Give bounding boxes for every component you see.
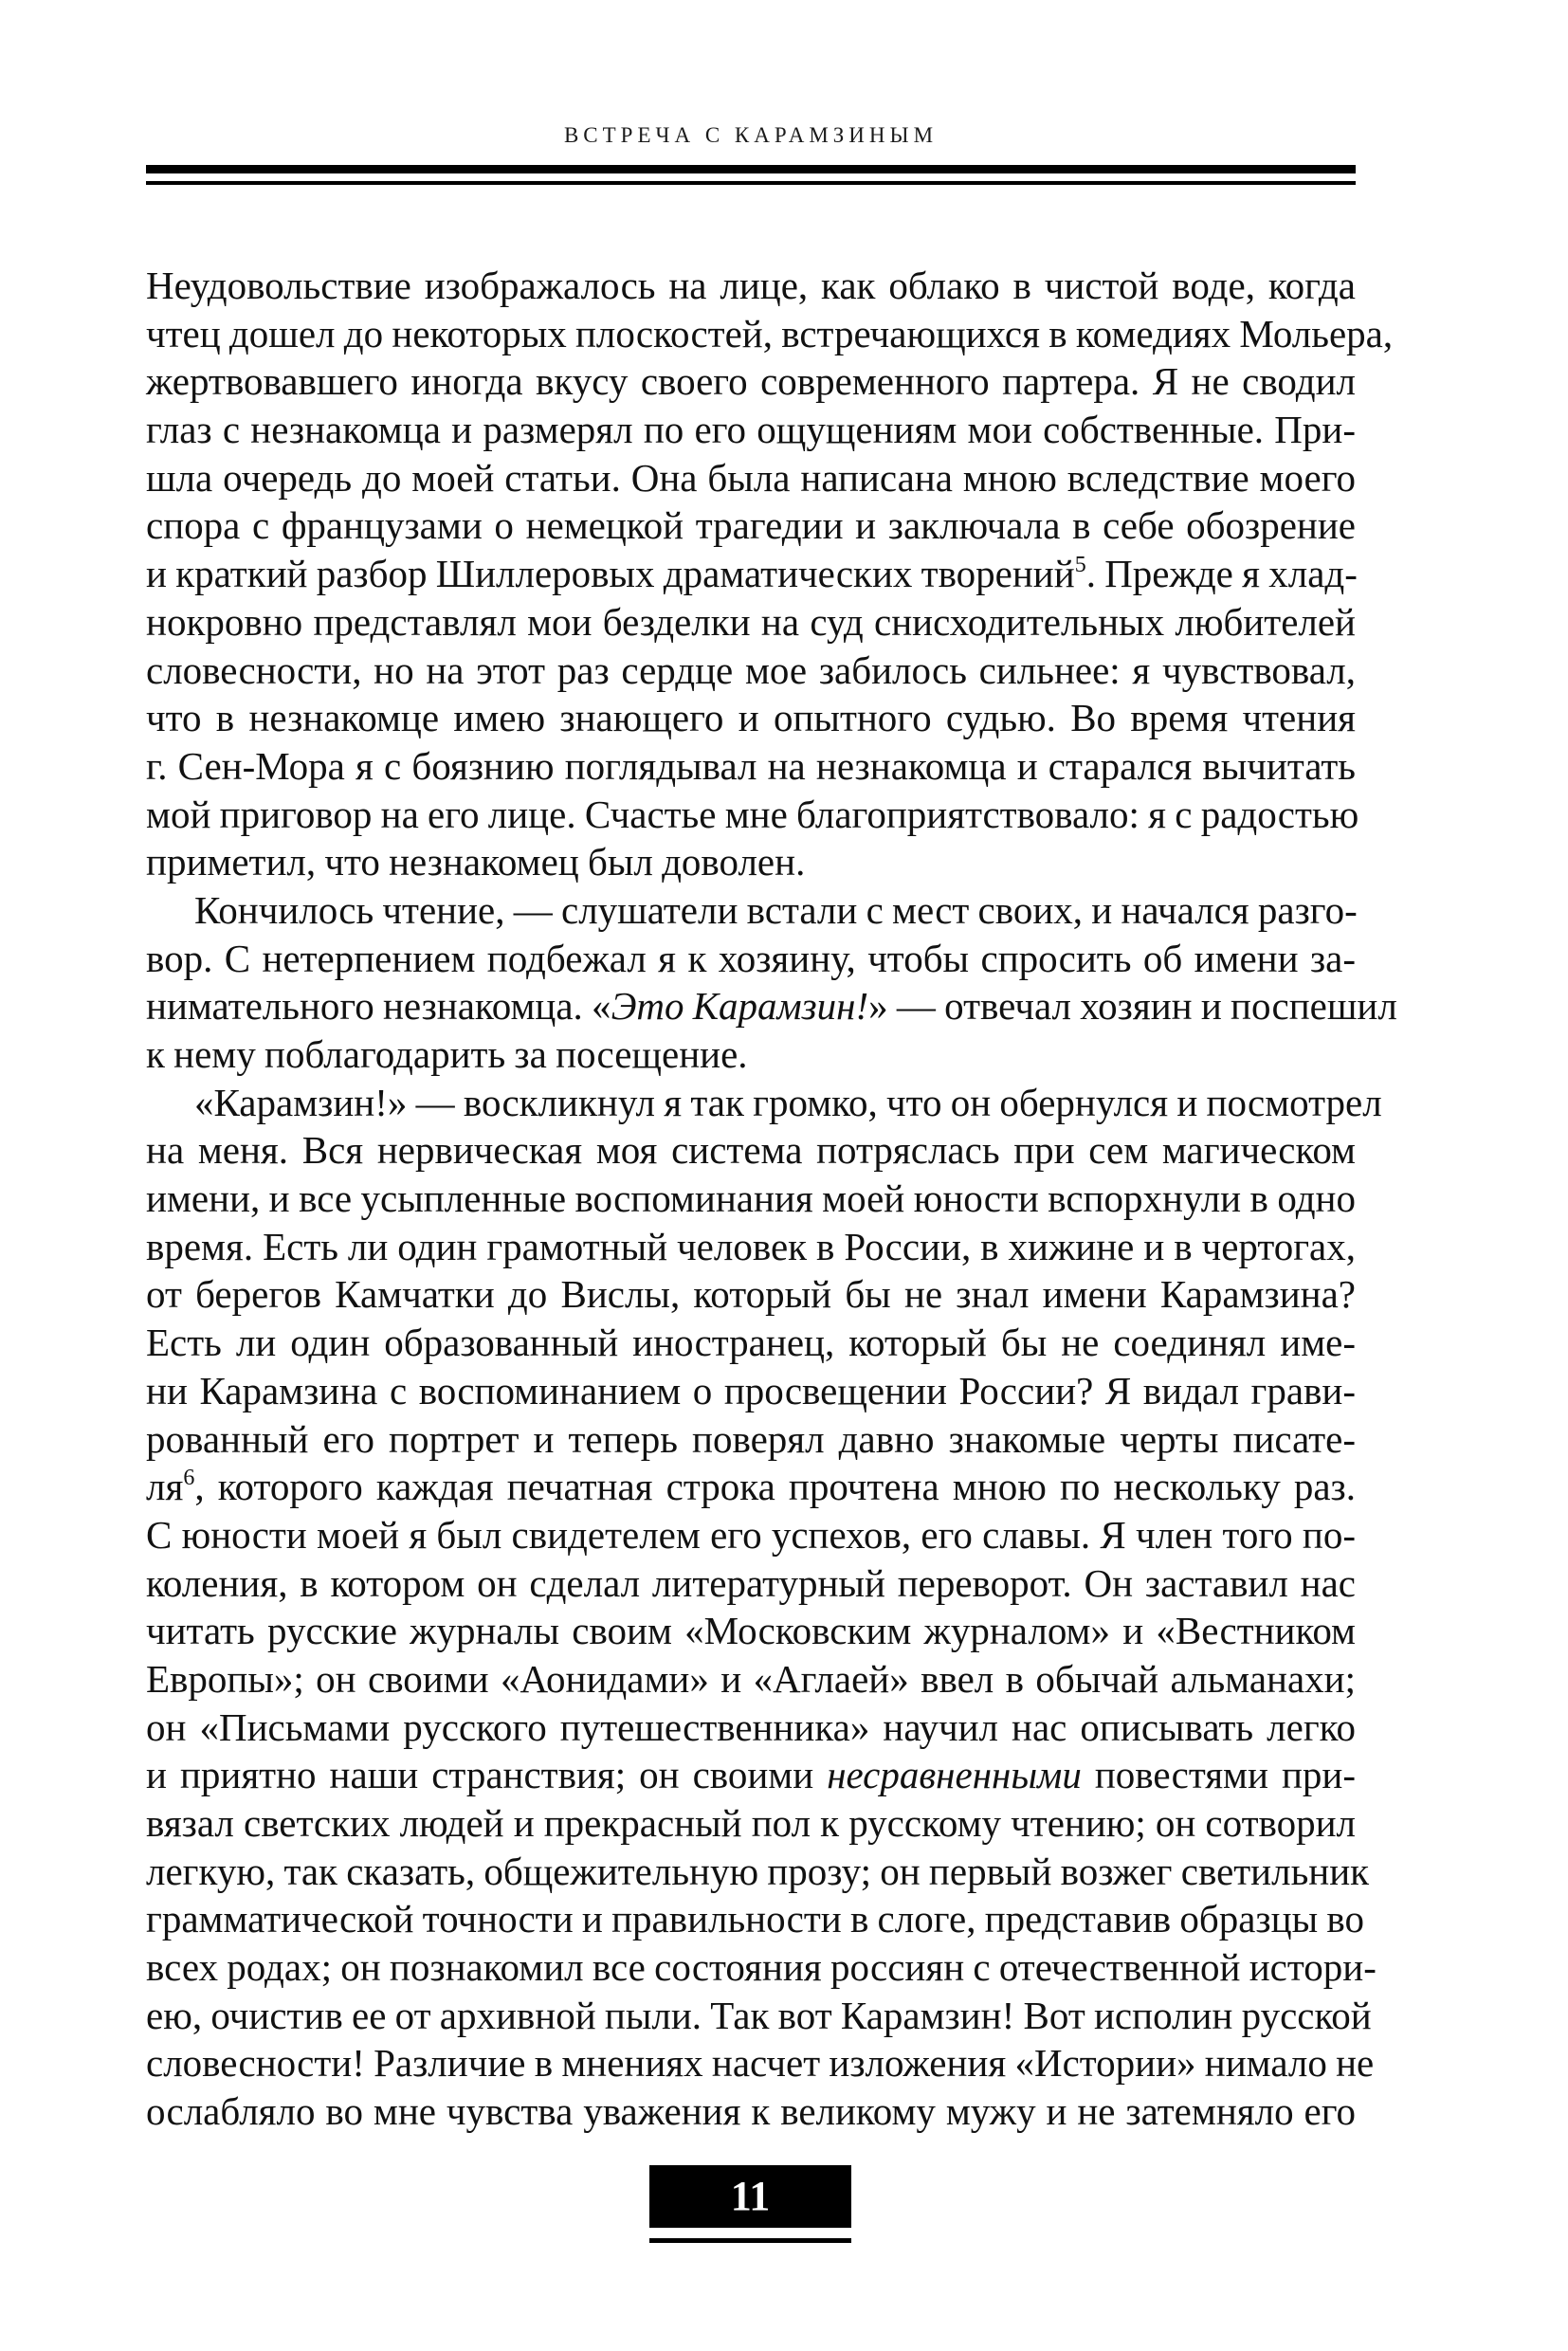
text-line: шла очередь до моей статьи. Она была написана мною вследствие моего — [146, 455, 1356, 500]
page-number: 11 — [730, 2173, 771, 2219]
text-line: словесности! Различие в мнениях насчет изложения «Истории» нимало не — [146, 2041, 1375, 2086]
text-line: что в незнакомце имею знающего и опытного судью. Во время чтения — [146, 696, 1356, 740]
text-line: всех родах; он познакомил все состояния россиян с отечественной истори- — [146, 1945, 1377, 1990]
text-line: глаз с незнакомца и размерял по его ощущениям мои собственные. При- — [146, 408, 1356, 452]
text-line: он «Письмами русского путешественника» научил нас описывать легко — [146, 1704, 1356, 1749]
text-line: С юности моей я был свидетелем его успехов, его славы. Я член того по- — [146, 1512, 1356, 1557]
text-line: вязал светских людей и прекрасный пол к русскому чтению; он сотворил — [146, 1801, 1356, 1845]
header-rule-thin — [146, 181, 1356, 185]
paragraph — [146, 262, 1394, 886]
text-line: время. Есть ли один грамотный человек в России, в хижине и в чертогах, — [146, 1224, 1356, 1268]
text-line: мой приговор на его лице. Счастье мне благоприятствовало: я с радостью — [146, 792, 1359, 836]
text-line: рованный его портрет и теперь поверял давно знакомые черты писате- — [146, 1416, 1356, 1461]
italic-emphasis: Это Карамзин! — [611, 984, 869, 1029]
text-line: спора с французами о немецкой трагедии и заключала в себе обозрение — [146, 503, 1356, 548]
text-line: Есть ли один образованный иностранец, который бы не соединял име- — [146, 1321, 1356, 1365]
text-line: ею, очистив ее от архивной пыли. Так вот Карамзин! Вот исполин русской — [146, 1993, 1372, 2037]
italic-emphasis: несравненными — [827, 1753, 1082, 1797]
text-line: от берегов Камчатки до Вислы, который бы не знал имени Карамзина? — [146, 1272, 1356, 1317]
body-text — [146, 262, 1397, 2136]
text-line: словесности, но на этот раз сердце мое забилось сильнее: я чувствовал, — [146, 647, 1356, 692]
text-line: и краткий разбор Шиллеровых драматических творений$^5$. Прежде я хлад- — [146, 552, 1358, 596]
text-line: «Карамзин!» — воскликнул я так громко, что он обернулся и посмотрел — [194, 1080, 1382, 1124]
text-line: легкую, так сказать, общежительную прозу; он первый возжег светильник — [146, 1849, 1370, 1893]
text-line: вор. С нетерпением подбежал я к хозяину, чтобы спросить об имени за- — [146, 936, 1356, 980]
text-line: ни Карамзина с воспоминанием о просвещении России? Я видал грави- — [146, 1368, 1356, 1412]
text-line: к нему поблагодарить за посещение. — [146, 1032, 748, 1076]
text-line: нимательного незнакомца. «Это Карамзин!» — отвечал хозяин и поспешил — [146, 984, 1397, 1029]
footnote-marker[interactable]: 5 — [1074, 553, 1086, 578]
paragraph — [146, 1079, 1382, 2136]
header-rule-thick — [146, 165, 1356, 173]
text-line: $ля^6$, которого каждая печатная строка прочтена мною по нескольку раз. — [146, 1465, 1356, 1509]
page-number-box — [649, 2165, 851, 2228]
text-line: приметил, что незнакомец был доволен. — [146, 840, 806, 884]
text-line: нокровно представлял мои безделки на суд снисходительных любителей — [146, 599, 1356, 644]
running-head: ВСТРЕЧА С КАРАМЗИНЫМ — [563, 123, 939, 147]
text-line: имени, и все усыпленные воспоминания моей юности вспорхнули в одно — [146, 1176, 1356, 1221]
text-line: читать русские журналы своим «Московским журналом» и «Вестником — [146, 1609, 1356, 1653]
text-line: Неудовольствие изображалось на лице, как облако в чистой воде, когда — [146, 264, 1356, 307]
text-line: ослабляло во мне чувства уважения к великому мужу и не затемняло его — [146, 2089, 1356, 2134]
text-line: чтец дошел до некоторых плоскостей, встречающихся в комедиях Мольера, — [146, 311, 1394, 355]
text-line: жертвовавшего иногда вкусу своего современного партера. Я не сводил — [146, 359, 1356, 404]
text-line: Кончилось чтение, — слушатели встали с мест своих, и начался разго- — [194, 887, 1358, 932]
text-line: и приятно наши странствия; он своими несравненными повестями при- — [146, 1753, 1356, 1797]
text-line: коления, в котором он сделал литературный переворот. Он заставил нас — [146, 1560, 1356, 1605]
page-number-rule — [649, 2238, 851, 2243]
text-line: на меня. Вся нервическая моя система потряслась при сем магическом — [146, 1128, 1356, 1173]
footnote-marker[interactable]: 6 — [183, 1466, 195, 1491]
text-line: грамматической точности и правильности в слоге, представив образцы во — [146, 1897, 1364, 1941]
paragraph — [146, 886, 1397, 1079]
text-line: г. Сен-Мора я с боязнию поглядывал на незнакомца и старался вычитать — [146, 743, 1356, 788]
text-line: Европы»; он своими «Аонидами» и «Аглаей» ввел в обычай альманахи; — [146, 1656, 1356, 1701]
